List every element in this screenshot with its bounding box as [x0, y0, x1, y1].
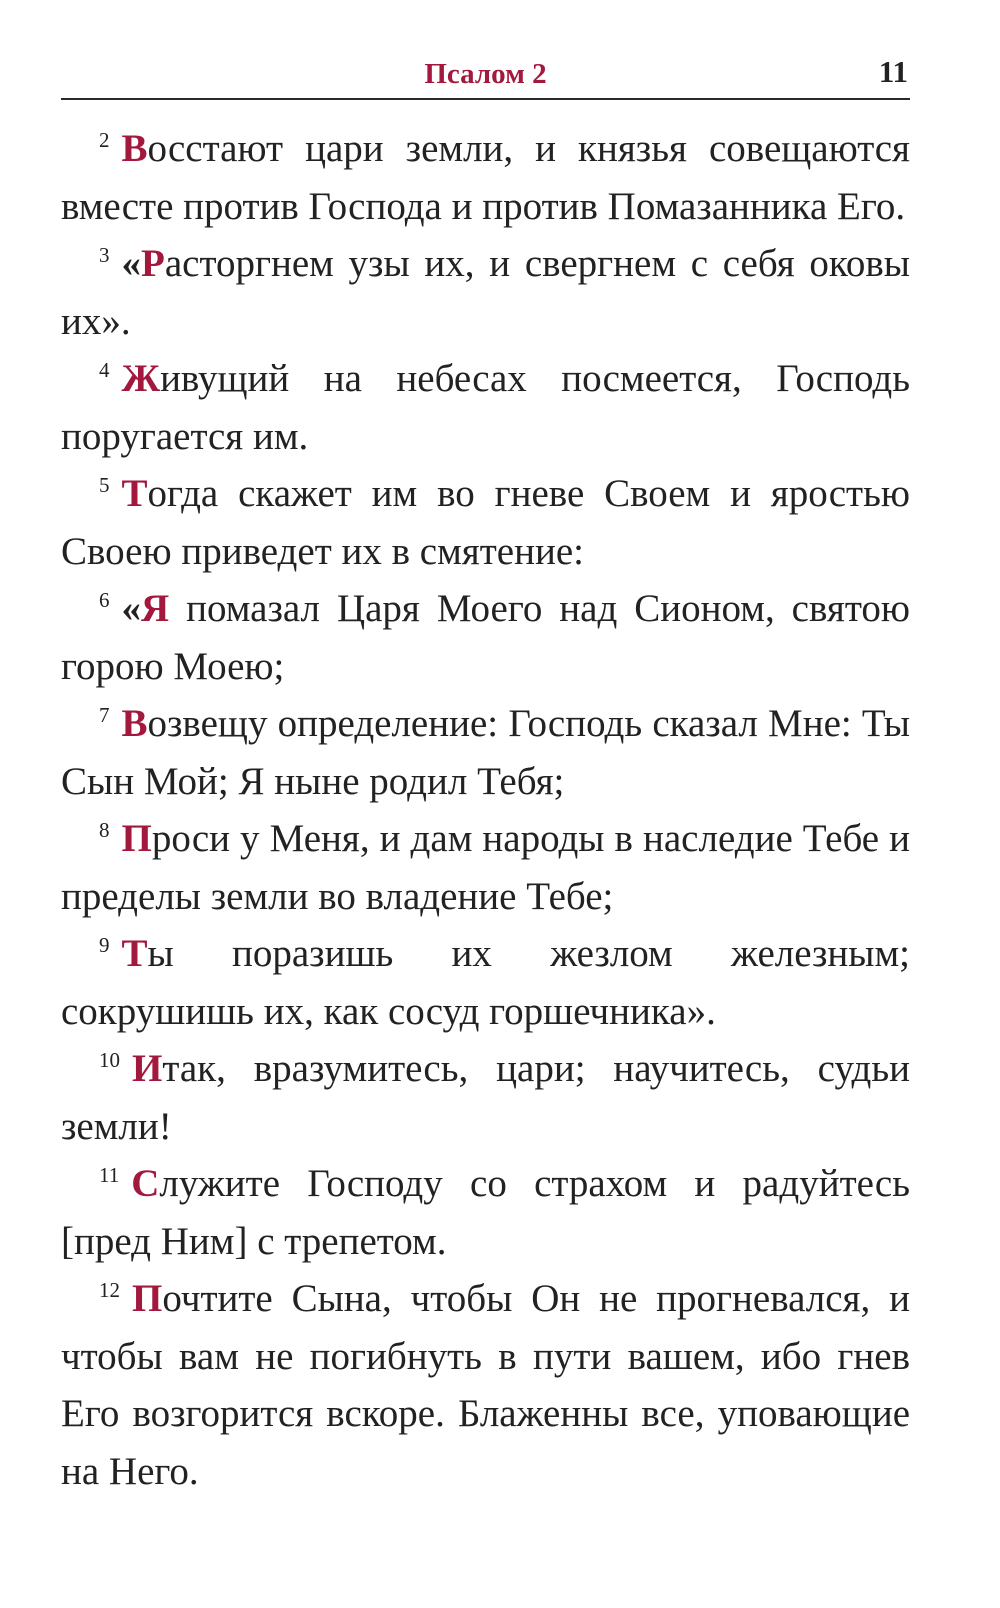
verse-initial: С: [131, 1162, 160, 1205]
verse-number: 12: [99, 1278, 120, 1302]
verse-number: 9: [99, 933, 110, 957]
verse-quote-mark: «: [121, 242, 141, 285]
verse-text: так, вразумитесь, цари; научитесь, судьи земли!: [61, 1047, 910, 1148]
verse-text: осстают цари земли, и князья совещаются вместе против Господа и против Помазанника Его.: [61, 127, 910, 228]
page-number: 11: [878, 54, 908, 89]
verse-number: 7: [99, 703, 110, 727]
verse-number: 5: [99, 473, 110, 497]
verse-12: [61, 1270, 910, 1500]
verse-initial: В: [121, 702, 148, 745]
verse-number: 4: [99, 358, 110, 382]
verse-initial: Р: [141, 242, 165, 285]
book-page: [61, 0, 910, 1500]
verse-text: озвещу определение: Господь сказал Мне: Ты Сын Мой; Я ныне родил Тебя;: [61, 702, 910, 803]
verse-text: огда скажет им во гневе Своем и яростью Своею приведет их в смятение:: [61, 472, 910, 573]
verse-initial: Я: [141, 587, 170, 630]
verse-9: [61, 925, 910, 1040]
verse-8: [61, 810, 910, 925]
verse-2: [61, 120, 910, 235]
verse-text: асторгнем узы их, и свергнем с себя оковы их».: [61, 242, 910, 343]
verse-text: ы поразишь их жезлом железным; сокрушишь их, как сосуд горшечника».: [61, 932, 910, 1033]
verse-text: помазал Царя Моего над Сионом, святою горою Моею;: [61, 587, 910, 688]
verse-initial: В: [121, 127, 148, 170]
running-head: [61, 0, 910, 100]
verse-4: [61, 350, 910, 465]
verse-11: [61, 1155, 910, 1270]
verse-number: 2: [99, 128, 110, 152]
verse-initial: И: [132, 1047, 163, 1090]
verse-6: [61, 580, 910, 695]
verse-number: 8: [99, 818, 110, 842]
verse-initial: Т: [121, 472, 148, 515]
verse-initial: Ж: [121, 357, 161, 400]
verse-10: [61, 1040, 910, 1155]
verse-text: очтите Сына, чтобы Он не прогневался, и чтобы вам не погибнуть в пути вашем, ибо гнев Его возгорится вскоре. Блаженны все, уповающие на Него.: [61, 1277, 910, 1493]
verse-3: [61, 235, 910, 350]
psalm-text: [61, 120, 910, 1500]
verse-number: 3: [99, 243, 110, 267]
verse-text: лужите Господу со страхом и радуйтесь [пред Ним] с трепетом.: [61, 1162, 910, 1263]
page-title: Псалом 2: [424, 58, 547, 90]
verse-text: роси у Меня, и дам народы в наследие Тебе и пределы земли во владение Тебе;: [61, 817, 910, 918]
verse-initial: Т: [121, 932, 148, 975]
verse-number: 10: [99, 1048, 120, 1072]
verse-initial: П: [132, 1277, 163, 1320]
verse-initial: П: [121, 817, 152, 860]
verse-number: 11: [99, 1163, 120, 1187]
verse-number: 6: [99, 588, 110, 612]
verse-quote-mark: «: [121, 587, 141, 630]
verse-text: ивущий на небесах посмеется, Господь поругается им.: [61, 357, 910, 458]
verse-7: [61, 695, 910, 810]
verse-5: [61, 465, 910, 580]
